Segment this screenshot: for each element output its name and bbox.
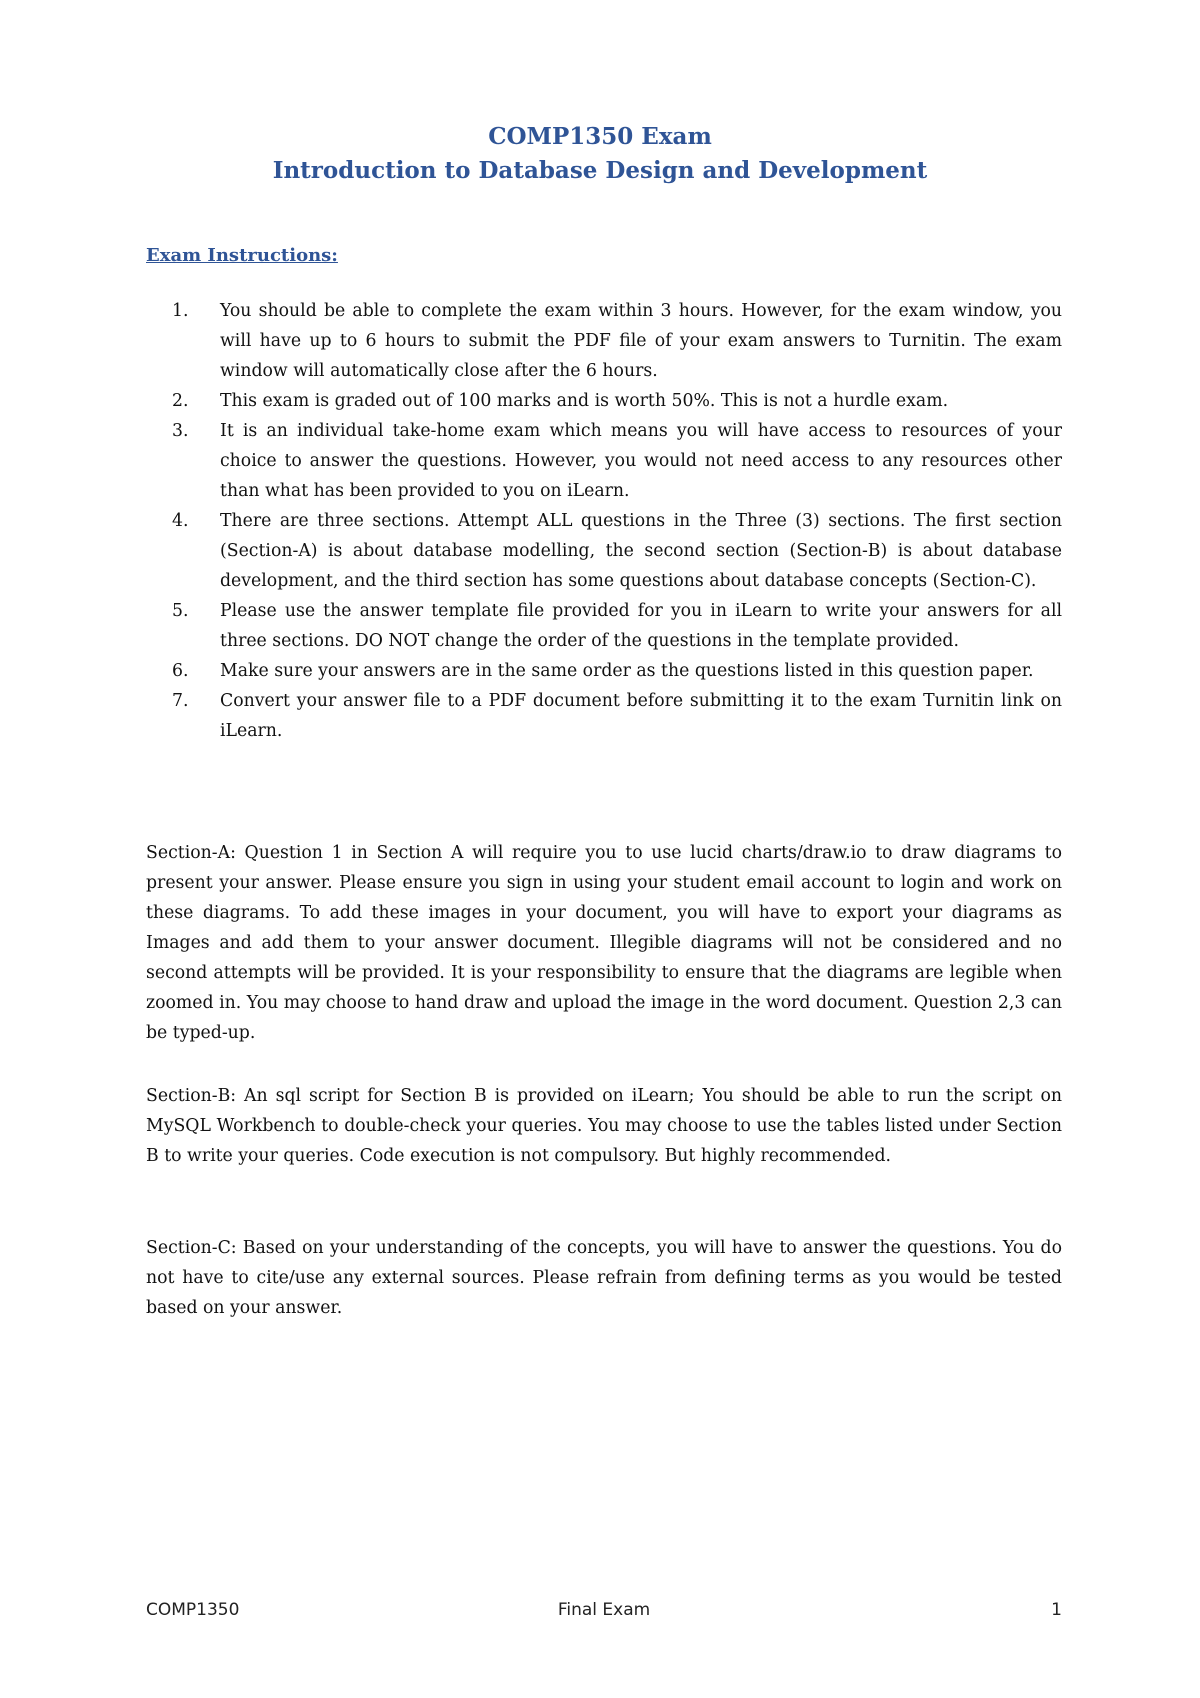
section-b-paragraph: Section-B: An sql script for Section B is provided on iLearn; You should be able to run the script on MySQL Workbench to double-check your queries. You may choose to use the tables listed under Section B to write your queries. Code execution is not compulsory. But highly recommended.	[146, 1086, 1062, 1166]
list-item-text: It is an individual take-home exam which means you will have access to resources of your choice to answer the questions. However, you would not need access to any resources other than what has been provided to you on iLearn.	[220, 421, 1062, 501]
list-item-number: 2.	[172, 391, 189, 411]
list-item-number: 5.	[172, 601, 189, 621]
instructions-heading: Exam Instructions:	[146, 245, 338, 266]
list-item-text: Please use the answer template file provided for you in iLearn to write your answers for all three sections. DO NOT change the order of the questions in the template provided.	[220, 601, 1062, 651]
list-item	[172, 386, 1062, 416]
list-item-text: Convert your answer file to a PDF document before submitting it to the exam Turnitin link on iLearn.	[220, 691, 1062, 741]
list-item	[172, 686, 1062, 746]
list-item-text: There are three sections. Attempt ALL questions in the Three (3) sections. The first section (Section-A) is about database modelling, the second section (Section-B) is about database development, and the third section has some questions about database concepts (Section-C).	[220, 511, 1062, 591]
section-a-paragraph: Section-A: Question 1 in Section A will require you to use lucid charts/draw.io to draw diagrams to present your answer. Please ensure you sign in using your student email account to login and work on these diagrams. To add these images in your document, you will have to export your diagrams as Images and add them to your answer document. Illegible diagrams will not be considered and no second attempts will be provided. It is your responsibility to ensure that the diagrams are legible when zoomed in. You may choose to hand draw and upload the image in the word document. Question 2,3 can be typed-up.	[146, 843, 1062, 1043]
list-item-number: 7.	[172, 691, 189, 711]
footer-course-code: COMP1350	[146, 1600, 240, 1620]
list-item	[172, 656, 1062, 686]
list-item-text: This exam is graded out of 100 marks and is worth 50%. This is not a hurdle exam.	[220, 391, 949, 411]
list-item	[172, 596, 1062, 656]
exam-title: COMP1350 Exam	[488, 123, 712, 150]
page-footer	[146, 1600, 1062, 1628]
list-item	[172, 296, 1062, 386]
list-item-text: Make sure your answers are in the same order as the questions listed in this question paper.	[220, 661, 1034, 681]
list-item	[172, 506, 1062, 596]
list-item	[172, 416, 1062, 506]
title-block	[0, 120, 1200, 188]
instructions-list	[172, 296, 1062, 746]
course-subtitle: Introduction to Database Design and Development	[272, 157, 928, 184]
list-item-number: 1.	[172, 301, 189, 321]
list-item-number: 4.	[172, 511, 189, 531]
section-c-paragraph: Section-C: Based on your understanding of the concepts, you will have to answer the questions. You do not have to cite/use any external sources. Please refrain from defining terms as you would be tested based on your answer.	[146, 1238, 1062, 1318]
list-item-text: You should be able to complete the exam within 3 hours. However, for the exam window, you will have up to 6 hours to submit the PDF file of your exam answers to Turnitin. The exam window will automatically close after the 6 hours.	[220, 301, 1062, 381]
list-item-number: 6.	[172, 661, 189, 681]
list-item-number: 3.	[172, 421, 189, 441]
footer-page-number: 1	[1051, 1600, 1062, 1620]
footer-doc-title: Final Exam	[557, 1600, 651, 1620]
